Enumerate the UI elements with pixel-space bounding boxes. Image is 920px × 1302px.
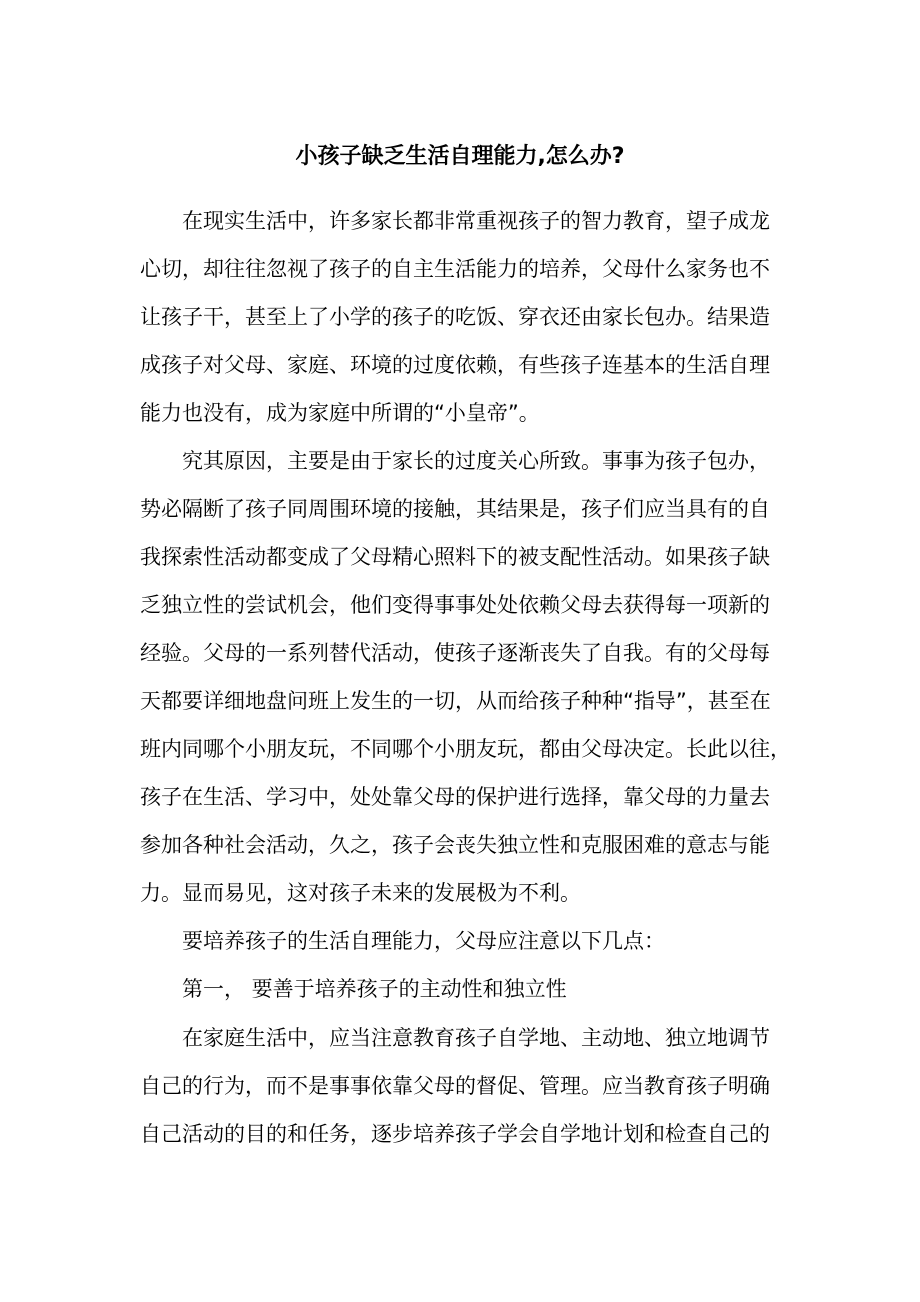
paragraph-line: 心切，却往往忽视了孩子的自主生活能力的培养，父母什么家务也不: [140, 257, 770, 281]
paragraph-line: 在现实生活中，许多家长都非常重视孩子的智力教育，望子成龙: [182, 209, 770, 233]
paragraph-line: 能力也没有，成为家庭中所谓的“小皇帝”。: [140, 401, 540, 425]
paragraph-line: 在家庭生活中，应当注意教育孩子自学地、主动地、独立地调节: [182, 1026, 770, 1050]
paragraph-line: 让孩子干，甚至上了小学的孩子的吃饭、穿衣还由家长包办。结果造: [140, 305, 770, 329]
paragraph-line: 力。显而易见，这对孩子未来的发展极为不利。: [140, 881, 581, 905]
paragraph-line: 孩子在生活、学习中，处处靠父母的保护进行选择，靠父母的力量去: [140, 785, 770, 809]
paragraph-line: 参加各种社会活动，久之，孩子会丧失独立性和克服困难的意志与能: [140, 833, 770, 857]
paragraph-line: 自己活动的目的和任务，逐步培养孩子学会自学地计划和检查自己的: [140, 1122, 770, 1146]
section-heading: 第一， 要善于培养孩子的主动性和独立性: [182, 977, 567, 1001]
paragraph-line: 乏独立性的尝试机会，他们变得事事处处依赖父母去获得每一项新的: [140, 593, 770, 617]
paragraph-line: 自己的行为，而不是事事依靠父母的督促、管理。应当教育孩子明确: [140, 1074, 770, 1098]
paragraph-line: 我探索性活动都变成了父母精心照料下的被支配性活动。如果孩子缺: [140, 545, 770, 569]
paragraph-line: 要培养孩子的生活自理能力，父母应注意以下几点：: [182, 929, 665, 953]
document-title: 小孩子缺乏生活自理能力,怎么办?: [295, 144, 625, 169]
paragraph-line: 成孩子对父母、家庭、环境的过度依赖，有些孩子连基本的生活自理: [140, 353, 770, 377]
paragraph-line: 经验。父母的一系列替代活动，使孩子逐渐丧失了自我。有的父母每: [140, 641, 770, 665]
paragraph-line: 究其原因，主要是由于家长的过度关心所致。事事为孩子包办，: [182, 449, 770, 473]
paragraph-line: 势必隔断了孩子同周围环境的接触，其结果是，孩子们应当具有的自: [140, 497, 770, 521]
paragraph-line: 班内同哪个小朋友玩，不同哪个小朋友玩，都由父母决定。长此以往，: [140, 737, 791, 761]
paragraph-line: 天都要详细地盘问班上发生的一切，从而给孩子种种“指导”，甚至在: [140, 689, 771, 713]
